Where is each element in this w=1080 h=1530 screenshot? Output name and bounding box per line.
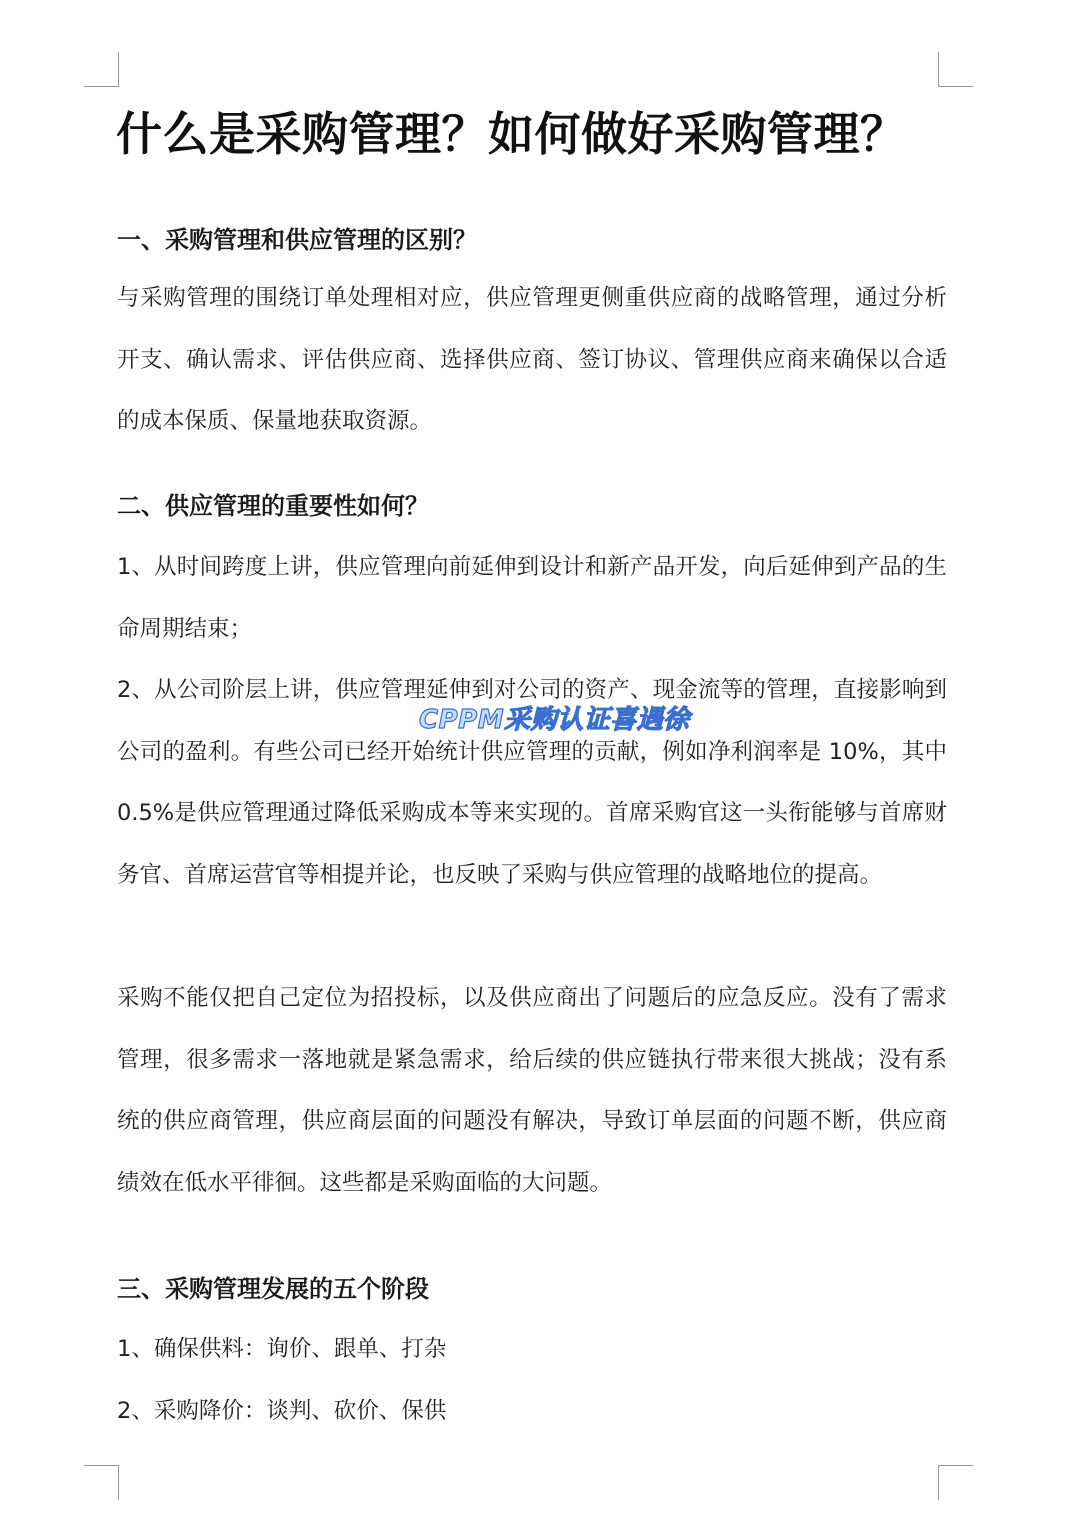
section-1-paragraph-1: 与采购管理的围绕订单处理相对应，供应管理更侧重供应商的战略管理，通过分析开支、确认需求、评估供应商、选择供应商、签订协议、管理供应商来确保以合适的成本保质、保量地获取资源。 <box>117 285 947 434</box>
section-2-paragraph-3: 采购不能仅把自己定位为招投标，以及供应商出了问题后的应急反应。没有了需求管理，很多需求一落地就是紧急需求，给后续的供应链执行带来很大挑战；没有系统的供应商管理，供应商层面的问题没有解决，导致订单层面的问题不断，供应商绩效在低水平徘徊。这些都是采购面临的大问题。 <box>117 985 947 1196</box>
page-corner-mark-bottom-right <box>938 1465 973 1500</box>
page-corner-mark-top-left <box>84 52 119 87</box>
watermark-text: CPPM采购认证喜遇徐 <box>419 705 690 735</box>
page-corner-mark-bottom-left <box>84 1465 119 1500</box>
list-item: 2、采购降价：谈判、砍价、保供 <box>117 1398 447 1424</box>
section-2-paragraph-2: 2、从公司阶层上讲，供应管理延伸到对公司的资产、现金流等的管理，直接影响到公司的盈利。有些公司已经开始统计供应管理的贡献，例如净利润率是 10%，其中 0.5%是供应管理通过降低采购成本等来实现的。首席采购官这一头衔能够与首席财务官、首席运营官等相提并论，也反映了采购与供应管理的战略地位的提高。 <box>117 677 947 888</box>
section-heading-3: 三、采购管理发展的五个阶段 <box>117 1275 429 1303</box>
section-2-paragraph-1: 1、从时间跨度上讲，供应管理向前延伸到设计和新产品开发，向后延伸到产品的生命周期结束； <box>117 554 947 642</box>
page-corner-mark-top-right <box>938 52 973 87</box>
section-heading-1: 一、采购管理和供应管理的区别？ <box>117 226 477 254</box>
section-heading-2: 二、供应管理的重要性如何？ <box>117 492 429 520</box>
page-title: 什么是采购管理？如何做好采购管理？ <box>116 107 907 161</box>
list-item: 1、确保供料：询价、跟单、打杂 <box>117 1336 447 1362</box>
